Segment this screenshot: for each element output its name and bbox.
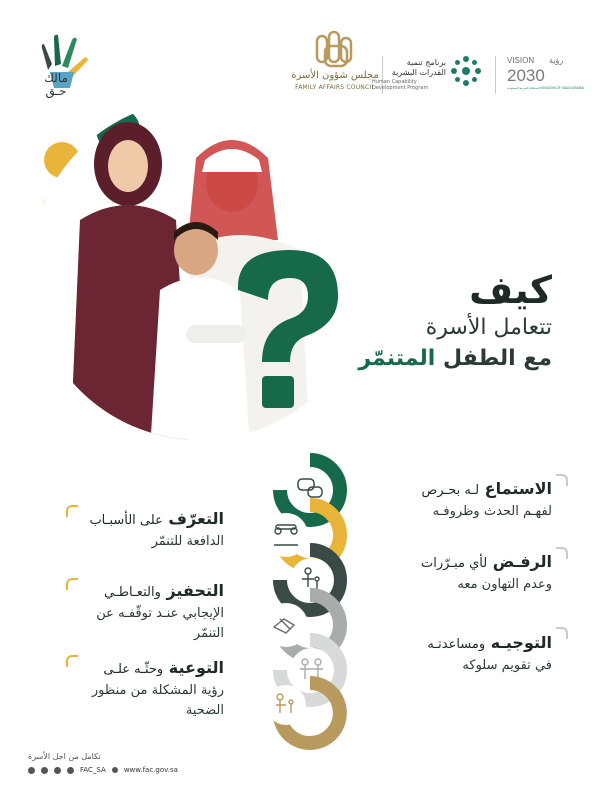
svg-text:VISION: VISION — [507, 56, 535, 65]
globe-icon — [112, 767, 118, 773]
right-item-guidance — [362, 632, 552, 676]
right-item-listening — [362, 478, 552, 522]
left-item-body: رؤية المشكلة من منظور الضحية — [91, 683, 224, 718]
item-bracket — [556, 547, 568, 559]
left-item-identify — [74, 508, 224, 552]
social-icon[interactable] — [67, 767, 74, 774]
headline-highlight: المتنمّر — [358, 346, 436, 371]
hcdp-name-ar: برنامج تنمية القدرات البشرية — [391, 58, 446, 77]
headline-line-1: كيف — [469, 268, 552, 312]
fac-name-ar: مجلس شؤون الأسرة — [291, 70, 379, 81]
headline-line-2: تتعامل الأسرة — [425, 315, 552, 340]
left-item-heading: التحفيز والتعـاطـي — [104, 581, 224, 600]
item-bracket — [556, 474, 568, 486]
steps-ring-stack — [250, 455, 370, 725]
right-item-rejection — [362, 551, 552, 595]
headline-line-3a: مع الطفل — [442, 346, 552, 371]
right-item-heading: الرفـض لأي مبـرّرات — [420, 552, 552, 571]
right-item-body: وعدم التهاون معه — [457, 577, 552, 592]
left-item-heading: التعرّف على الأسبـاب — [89, 509, 224, 528]
hcdp-emblem-icon — [447, 52, 485, 90]
vision-2030-icon — [505, 54, 584, 94]
footer-contacts — [28, 766, 178, 774]
right-item-heading: التوجيـه ومساعدتـه — [427, 633, 552, 652]
svg-text:2030: 2030 — [507, 66, 545, 85]
left-item-motivation — [74, 580, 224, 644]
header-separator — [495, 56, 496, 94]
hand-logo-text: مالك حـق — [44, 71, 68, 98]
svg-text:رؤية: رؤية — [549, 56, 564, 65]
fac-name-en: FAMILY AFFAIRS COUNCIL — [295, 84, 375, 91]
svg-text:المملكة العربية السعودية KINGD: المملكة العربية السعودية KINGDOM OF SAUDI ARABIA — [507, 86, 584, 90]
social-icon[interactable] — [54, 767, 61, 774]
left-item-awareness — [74, 657, 224, 721]
left-item-body: الدافعة للتنمّر — [151, 534, 224, 549]
left-item-body: الإيجابي عنـد توقّفـه عن التنمّر — [96, 606, 224, 641]
website-link[interactable]: www.fac.gov.sa — [123, 766, 178, 774]
item-bracket — [556, 627, 568, 639]
hcdp-name-en: Human Capability Development Program — [372, 79, 429, 91]
headline-line-3 — [252, 344, 552, 374]
social-icon[interactable] — [28, 767, 35, 774]
social-icon[interactable] — [41, 767, 48, 774]
right-item-body: لفهـم الحدث وظروفـه — [432, 504, 552, 519]
social-handle[interactable]: FAC_SA — [80, 766, 106, 774]
right-item-body: في تقويم سلوكه — [462, 658, 552, 673]
footer-tagline: تكامل من اجل الأسرة — [28, 752, 101, 761]
left-item-heading: التوعية وحثّـه علـى — [103, 658, 224, 677]
right-item-heading: الاستماع لـه بحـرص — [421, 479, 552, 498]
headline — [252, 268, 552, 374]
